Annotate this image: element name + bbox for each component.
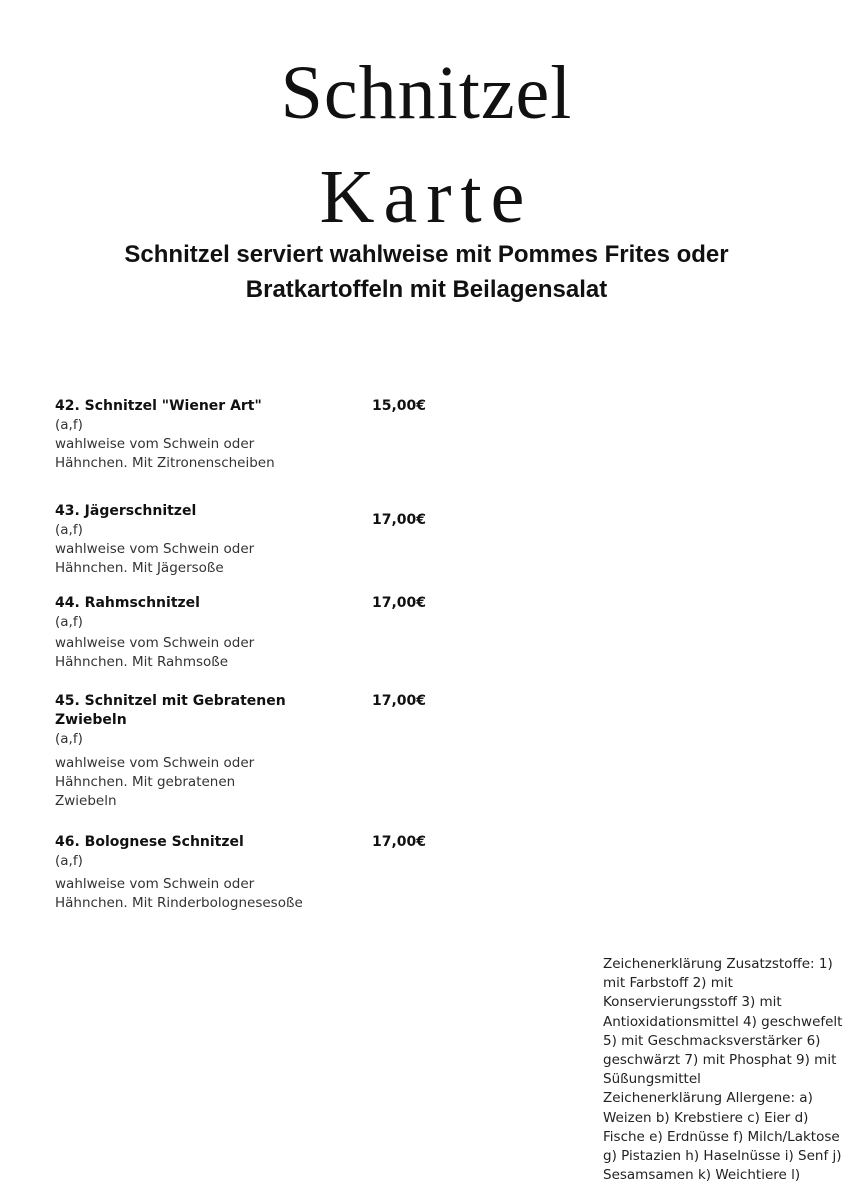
menu-item-price: 17,00€: [372, 834, 427, 850]
menu-item-allergens: (a,f): [55, 522, 83, 538]
menu-item-price: 15,00€: [372, 398, 427, 414]
page-title: Schnitzel: [280, 51, 573, 135]
menu-item-name: 45. Schnitzel mit Gebratenen Zwiebeln: [55, 693, 286, 728]
menu-item-description: wahlweise vom Schwein oder Hähnchen. Mit Rinderbolognesesoße: [55, 876, 303, 911]
menu-subtitle: Schnitzel serviert wahlweise mit Pommes Frites oder Bratkartoffeln mit Beilagensalat: [124, 241, 729, 303]
menu-item-allergens: (a,f): [55, 614, 83, 630]
menu-item: [55, 692, 455, 811]
menu-item-allergens: (a,f): [55, 853, 83, 869]
menu-item-description: wahlweise vom Schwein oder Hähnchen. Mit Zitronenscheiben: [55, 436, 275, 471]
legend: [603, 955, 853, 1185]
menu-item-name: 46. Bolognese Schnitzel: [55, 834, 244, 850]
menu-item-price: 17,00€: [372, 595, 427, 611]
menu-item-allergens: (a,f): [55, 417, 83, 433]
menu-item-description: wahlweise vom Schwein oder Hähnchen. Mit gebratenen Zwiebeln: [55, 755, 255, 809]
menu-item-name: 43. Jägerschnitzel: [55, 503, 197, 519]
page-title-second-line: Karte: [319, 155, 534, 239]
menu-item: [55, 397, 455, 473]
menu-item: [55, 833, 455, 913]
additives-legend: Zeichenerklärung Zusatzstoffe: 1) mit Farbstoff 2) mit Konservierungsstoff 3) mit Antioxidationsmittel 4) geschwefelt 5) mit Geschmacksverstärker 6) geschwärzt 7) mit Phosphat 9) mit Süßungsmittel: [603, 956, 843, 1088]
menu-item-price: 17,00€: [372, 693, 427, 709]
menu-item: [55, 594, 455, 672]
menu-item-allergens: (a,f): [55, 731, 83, 747]
menu-item-name: 42. Schnitzel "Wiener Art": [55, 398, 262, 414]
menu-item-price: 17,00€: [372, 512, 427, 528]
allergens-legend: Zeichenerklärung Allergene: a) Weizen b) Krebstiere c) Eier d) Fische e) Erdnüsse f) Milch/Laktose g) Pistazien h) Haselnüsse i) Senf j) Sesamsamen k) Weichtiere l): [603, 1090, 842, 1184]
menu-item-description: wahlweise vom Schwein oder Hähnchen. Mit Rahmsoße: [55, 635, 255, 670]
menu-item-description: wahlweise vom Schwein oder Hähnchen. Mit Jägersoße: [55, 541, 255, 576]
menu-item-name: 44. Rahmschnitzel: [55, 595, 200, 611]
menu-item: [55, 502, 455, 578]
